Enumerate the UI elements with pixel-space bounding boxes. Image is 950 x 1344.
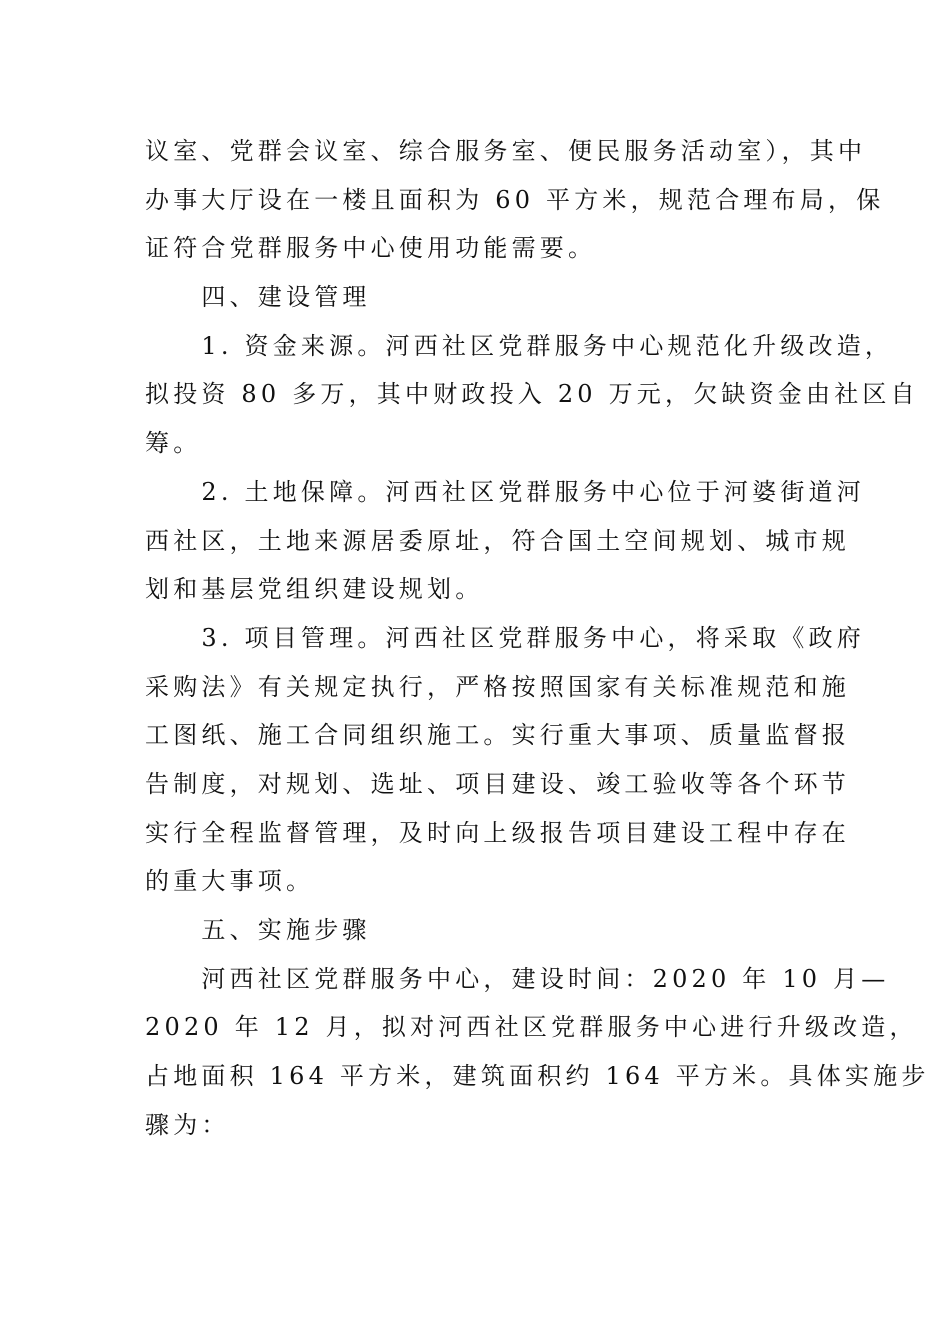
- body-line: 采购法》有关规定执行，严格按照国家有关标准规范和施: [145, 672, 850, 701]
- section-heading: 四、建设管理: [145, 283, 371, 312]
- body-line: 3. 项目管理。河西社区党群服务中心，将采取《政府: [145, 623, 865, 652]
- body-line: 河西社区党群服务中心，建设时间：2020 年 10 月—: [145, 964, 890, 993]
- body-line: 告制度，对规划、选址、项目建设、竣工验收等各个环节: [145, 769, 850, 798]
- section-heading: 五、实施步骤: [145, 916, 371, 944]
- body-line: 筹。: [145, 429, 202, 458]
- body-line: 议室、党群会议室、综合服务室、便民服务活动室），其中: [145, 137, 867, 165]
- body-line: 证符合党群服务中心使用功能需要。: [145, 234, 597, 263]
- body-line: 西社区，土地来源居委原址，符合国土空间规划、城市规: [145, 526, 850, 555]
- body-line: 划和基层党组织建设规划。: [145, 575, 484, 604]
- body-line: 拟投资 80 多万，其中财政投入 20 万元，欠缺资金由社区自: [145, 380, 919, 409]
- body-line: 办事大厅设在一楼且面积为 60 平方米，规范合理布局，保: [145, 185, 885, 214]
- document-body: [145, 127, 930, 1149]
- body-line: 2. 土地保障。河西社区党群服务中心位于河婆街道河: [145, 477, 865, 506]
- body-line: 骤为：: [145, 1110, 230, 1139]
- body-line: 工图纸、施工合同组织施工。实行重大事项、质量监督报: [145, 721, 850, 750]
- body-line: 实行全程监督管理，及时向上级报告项目建设工程中存在: [145, 818, 850, 847]
- body-line: 的重大事项。: [145, 867, 315, 896]
- body-line: 2020 年 12 月，拟对河西社区党群服务中心进行升级改造，: [145, 1013, 918, 1042]
- body-line: 1. 资金来源。河西社区党群服务中心规范化升级改造，: [145, 331, 894, 360]
- body-line: 占地面积 164 平方米，建筑面积约 164 平方米。具体实施步: [145, 1062, 930, 1091]
